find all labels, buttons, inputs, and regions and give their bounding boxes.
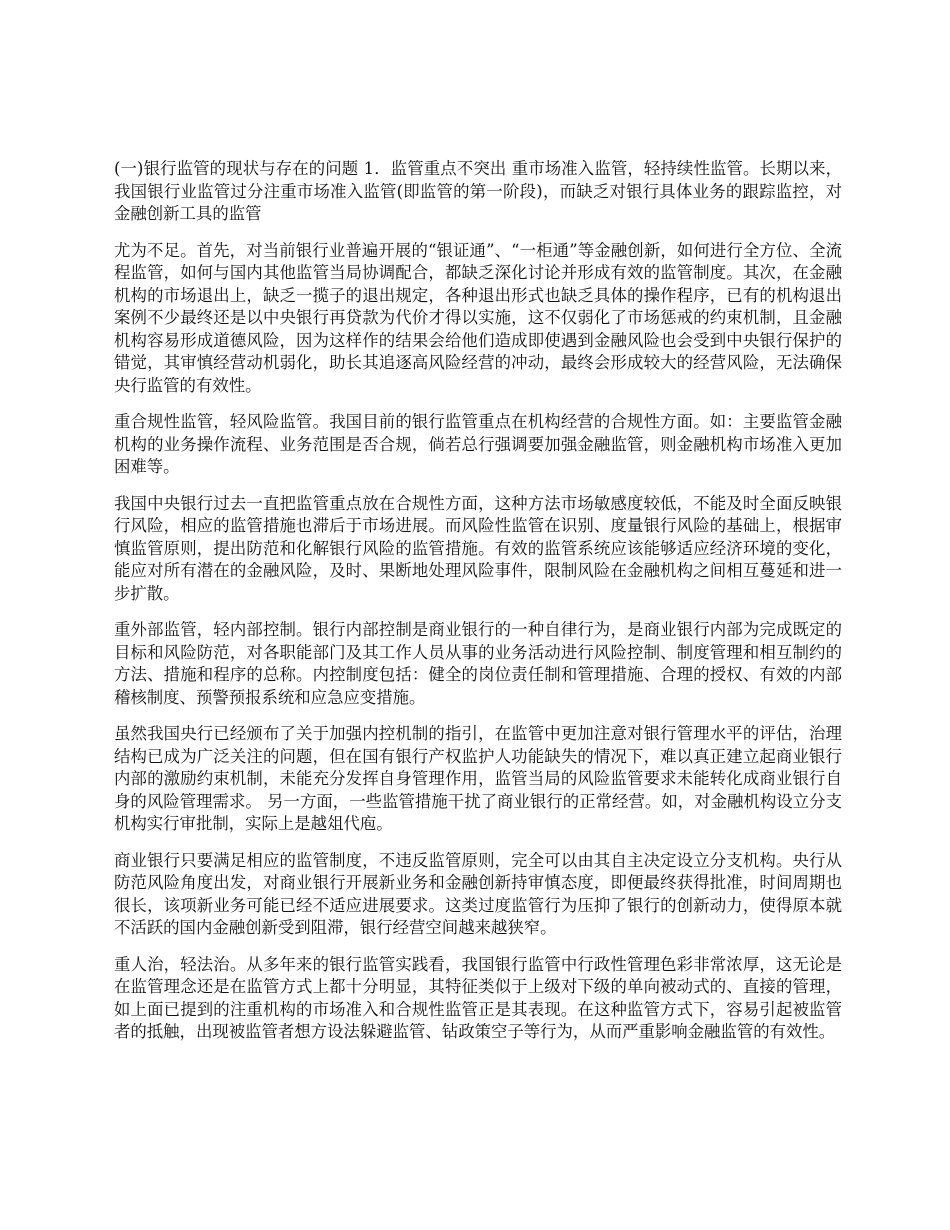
paragraph-1: (一)银行监管的现状与存在的问题 1．监管重点不突出 重市场准入监管，轻持续性监管。长期以来，我国银行业监管过分注重市场准入监管(即监管的第一阶段)，而缺乏对银行具体业务的跟踪监控，对金融创新工具的监管: [114, 159, 842, 223]
paragraph-8: 重人治，轻法治。从多年来的银行监管实践看，我国银行监管中行政性管理色彩非常浓厚，这无论是在监管理念还是在监管方式上都十分明显，其特征类似于上级对下级的单向被动式的、直接的管理，如上面已提到的注重机构的市场准入和合规性监管正是其表现。在这种监管方式下，容易引起被监管者的抵触，出现被监管者想方设法躲避监管、钻政策空子等行为，从而严重影响金融监管的有效性。: [114, 954, 842, 1041]
paragraph-6: 虽然我国央行已经颁布了关于加强内控机制的指引，在监管中更加注意对银行管理水平的评估，治理结构已成为广泛关注的问题，但在国有银行产权监护人功能缺失的情况下，难以真正建立起商业银行内部的激励约束机制，未能充分发挥自身管理作用，监管当局的风险监管要求未能转化成商业银行自身的风险管理需求。 另一方面，一些监管措施干扰了商业银行的正常经营。如，对金融机构设立分支机构实行审批制，实际上是越俎代庖。: [114, 724, 842, 833]
document-body: [114, 158, 842, 1058]
paragraph-7: 商业银行只要满足相应的监管制度，不违反监管原则，完全可以由其自主决定设立分支机构。央行从防范风险角度出发，对商业银行开展新业务和金融创新持审慎态度，即便最终获得批准，时间周期也很长，该项新业务可能已经不适应进展要求。这类过度监管行为压抑了银行的创新动力，使得原本就不活跃的国内金融创新受到阻滞，银行经营空间越来越狭窄。: [114, 850, 842, 937]
paragraph-2: 尤为不足。首先，对当前银行业普遍开展的“银证通”、“一柜通”等金融创新，如何进行全方位、全流程监管，如何与国内其他监管当局协调配合，都缺乏深化讨论并形成有效的监管制度。其次，在金融机构的市场退出上，缺乏一揽子的退出规定，各种退出形式也缺乏具体的操作程序，已有的机构退出案例不少最终还是以中央银行再贷款为代价才得以实施，这不仅弱化了市场惩戒的约束机制，且金融机构容易形成道德风险，因为这样作的结果会给他们造成即使遇到金融风险也会受到中央银行保护的错觉，其审慎经营动机弱化，助长其追逐高风险经营的冲动，最终会形成较大的经营风险，无法确保央行监管的有效性。: [114, 240, 842, 395]
paragraph-3: 重合规性监管，轻风险监管。我国目前的银行监管重点在机构经营的合规性方面。如：主要监管金融机构的业务操作流程、业务范围是否合规，倘若总行强调要加强金融监管，则金融机构市场准入更加困难等。: [114, 412, 842, 476]
paragraph-4: 我国中央银行过去一直把监管重点放在合规性方面，这种方法市场敏感度较低，不能及时全面反映银行风险，相应的监管措施也滞后于市场进展。而风险性监管在识别、度量银行风险的基础上，根据审慎监管原则，提出防范和化解银行风险的监管措施。有效的监管系统应该能够适应经济环境的变化，能应对所有潜在的金融风险，及时、果断地处理风险事件，限制风险在金融机构之间相互蔓延和进一步扩散。: [114, 493, 842, 603]
paragraph-5: 重外部监管，轻内部控制。银行内部控制是商业银行的一种自律行为，是商业银行内部为完成既定的目标和风险防范，对各职能部门及其工作人员从事的业务活动进行风险控制、制度管理和相互制约的方法、措施和程序的总称。内控制度包括：健全的岗位责任制和管理措施、合理的授权、有效的内部稽核制度、预警预报系统和应急应变措施。: [114, 620, 842, 707]
